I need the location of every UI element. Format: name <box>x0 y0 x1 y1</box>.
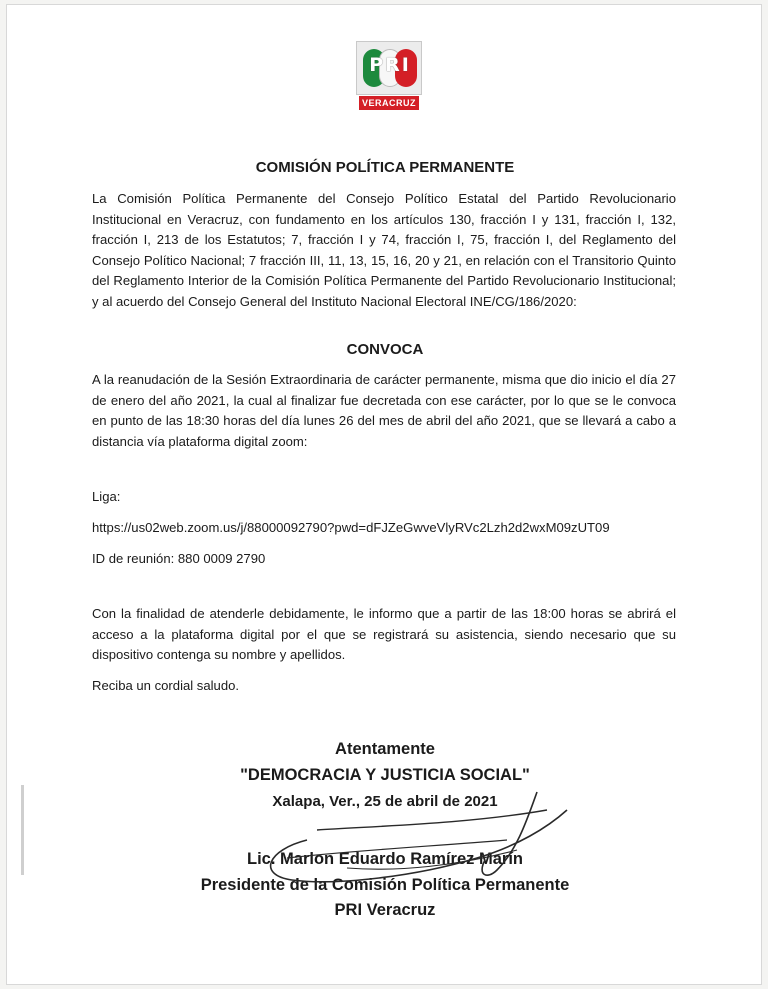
greeting: Reciba un cordial saludo. <box>92 678 240 693</box>
logo-letters: PRI <box>369 54 411 76</box>
meeting-id: ID de reunión: 880 0009 2790 <box>92 551 266 566</box>
closing-place-date: Xalapa, Ver., 25 de abril de 2021 <box>272 793 498 810</box>
logo-band: VERACRUZ <box>359 96 419 110</box>
convoca-heading: CONVOCA <box>346 341 424 358</box>
logo-emblem <box>356 41 422 95</box>
signer-position: Presidente de la Comisión Política Permanente <box>200 876 570 894</box>
closing-atentamente: Atentamente <box>335 740 435 758</box>
meeting-link[interactable]: https://us02web.zoom.us/j/88000092790?pwd=dFJZeGwveVlyRVc2Lzh2d2wxM09zUT09 <box>92 520 610 535</box>
signer-organization: PRI Veracruz <box>334 901 436 919</box>
access-paragraph: Con la finalidad de atenderle debidamente, le informo que a partir de las 18:00 horas se abrirá el acceso a la plataforma digital por el que se registrará su asistencia, siendo necesario que su dispositivo contenga su nombre y apellidos. <box>92 606 676 663</box>
document-page <box>6 4 762 985</box>
convoca-paragraph: A la reanudación de la Sesión Extraordinaria de carácter permanente, misma que dio inicio el día 27 de enero del año 2021, la cual al finalizar fue decretada con ese carácter, por lo que se le convoca en punto de las 18:30 horas del día lunes 26 del mes de abril del año 2021, que se llevará a cabo a distancia vía plataforma digital zoom: <box>92 372 676 449</box>
document-heading: COMISIÓN POLÍTICA PERMANENTE <box>255 159 515 176</box>
signer-name: Lic. Marlon Eduardo Ramírez Marín <box>247 850 523 868</box>
closing-motto: "DEMOCRACIA Y JUSTICIA SOCIAL" <box>240 766 530 784</box>
link-label: Liga: <box>92 489 121 504</box>
intro-paragraph: La Comisión Política Permanente del Consejo Político Estatal del Partido Revolucionario Institucional en Veracruz, con fundamento en los artículos 130, fracción I y 131, fracción I, 132, fracción I, 213 de los Estatutos; 7, fracción I y 74, fracción I, 75, fracción I, del Reglamento del Consejo Político Nacional; 7 fracción III, 11, 13, 15, 16, 20 y 21, en relación con el Transitorio Quinto del Reglamento Interior de la Comisión Política Permanente del Partido Revolucionario Institucional; y al acuerdo del Consejo General del Instituto Nacional Electoral INE/CG/186/2020: <box>92 191 676 309</box>
pri-logo <box>356 41 422 111</box>
